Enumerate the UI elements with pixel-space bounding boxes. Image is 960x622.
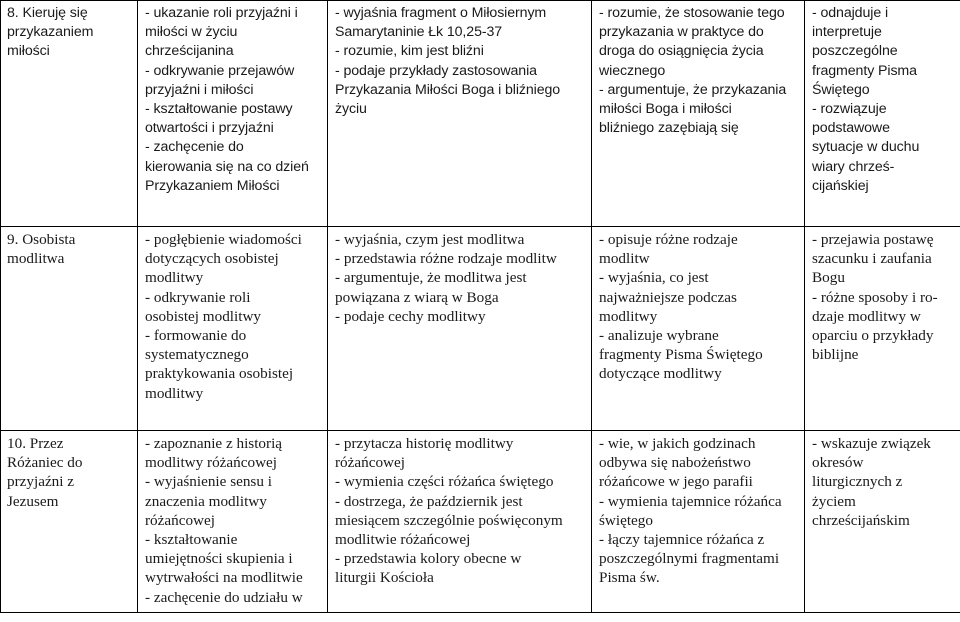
text-line: modlitwie różańcowej — [335, 531, 471, 549]
content-cell — [138, 1, 328, 227]
text-line: - dostrzega, że październik jest — [335, 492, 523, 510]
text-line: - przytacza historię modlitwy — [335, 435, 514, 452]
text-line: - argumentuje, że modlitwa jest — [335, 269, 527, 287]
text-line: - wyjaśnia, co jest — [599, 269, 709, 287]
text-line: 8. Kieruję się — [7, 5, 88, 21]
text-line: Pisma św. — [599, 569, 660, 587]
text-line: Przykazaniem Miłości — [145, 177, 280, 194]
text-line: modlitwy różańcowej — [145, 454, 278, 472]
extended-requirements-cell — [592, 1, 805, 227]
text-line: sytuacje w duchu — [812, 139, 920, 156]
text-line: przykazaniem — [7, 24, 94, 41]
text-line: - wskazuje związek — [812, 435, 931, 452]
text-line: cijańskiej — [812, 177, 869, 194]
text-line: - podaje przykłady zastosowania — [335, 62, 537, 79]
topic-cell — [1, 1, 138, 227]
text-line: życiem — [812, 492, 856, 510]
text-line: chrześcijańskim — [812, 511, 910, 529]
attitudes-cell — [805, 1, 960, 227]
table-row-9 — [1, 227, 960, 431]
text-line: systematycznego — [145, 346, 249, 364]
text-line: - opisuje różne rodzaje — [599, 231, 738, 248]
text-line: Jezusem — [7, 492, 59, 510]
text-line: - zachęcenie do udziału w — [145, 588, 303, 606]
text-line: - wyjaśnienie sensu i — [145, 473, 272, 491]
text-line: - przejawia postawę — [812, 231, 934, 248]
text-line: przyjaźni i miłości — [145, 81, 254, 98]
text-line: - podaje cechy modlitwy — [335, 307, 486, 325]
content-cell — [138, 431, 328, 613]
text-line: - ukazanie roli przyjaźni i — [145, 5, 298, 21]
text-line: miłości Boga i miłości — [599, 101, 732, 118]
text-line: dotyczących osobistej — [145, 250, 279, 268]
text-line: biblijne — [812, 346, 859, 364]
text-line: miłości — [7, 43, 50, 60]
text-line: dotyczące modlitwy — [599, 365, 722, 383]
text-line: 10. Przez — [7, 435, 64, 452]
basic-requirements-cell — [328, 1, 592, 227]
text-line: interpretuje — [812, 24, 882, 41]
text-line: Bogu — [812, 269, 845, 287]
text-line: miesiącem szczególnie poświęconym — [335, 511, 563, 529]
text-line: - wyjaśnia fragment o Miłosiernym — [335, 5, 547, 21]
text-line: Różaniec do — [7, 454, 83, 472]
text-line: dzaje modlitwy w — [812, 307, 921, 325]
table-row-10 — [1, 431, 960, 613]
attitudes-cell — [805, 227, 960, 431]
text-line: Przykazania Miłości Boga i bliźniego — [335, 81, 561, 98]
text-line: - zachęcenie do — [145, 139, 244, 156]
text-line: Samarytaninie Łk 10,25-37 — [335, 24, 503, 41]
text-line: praktykowania osobistej — [145, 365, 294, 383]
text-line: okresów — [812, 454, 864, 472]
text-line: fragmenty Pisma — [812, 62, 917, 79]
text-line: - wyjaśnia, czym jest modlitwa — [335, 231, 525, 248]
text-line: liturgicznych z — [812, 473, 903, 491]
text-line: miłości w życiu — [145, 24, 238, 41]
text-line: wytrwałości na modlitwie — [145, 569, 303, 587]
text-line: - zapoznanie z historią — [145, 435, 283, 452]
text-line: wiary chrześ- — [812, 158, 895, 175]
basic-requirements-cell — [328, 431, 592, 613]
text-line: - różne sposoby i ro- — [812, 288, 938, 306]
text-line: najważniejsze podczas — [599, 288, 737, 306]
extended-requirements-cell — [592, 227, 805, 431]
extended-requirements-cell — [592, 431, 805, 613]
text-line: modlitwy — [145, 384, 204, 402]
text-line: kierowania się na co dzień — [145, 158, 309, 175]
text-line: wiecznego — [599, 62, 666, 79]
text-line: - formowanie do — [145, 327, 247, 345]
text-line: różańcowej — [145, 511, 215, 529]
text-line: modlitwa — [7, 250, 65, 268]
text-line: bliźniego zazębiają się — [599, 120, 739, 137]
text-line: modlitw — [599, 250, 650, 268]
text-line: - analizuje wybrane — [599, 327, 719, 345]
text-line: - rozwiązuje — [812, 101, 887, 118]
text-line: poszczególnymi fragmentami — [599, 550, 780, 568]
text-line: znaczenia modlitwy — [145, 492, 267, 510]
basic-requirements-cell — [328, 227, 592, 431]
text-line: liturgii Kościoła — [335, 569, 434, 587]
text-line: - argumentuje, że przykazania — [599, 81, 787, 98]
text-line: oparciu o przykłady — [812, 327, 934, 345]
text-line: powiązana z wiarą w Boga — [335, 288, 499, 306]
text-line: przykazania w praktyce do — [599, 24, 764, 41]
text-line: droga do osiągnięcia życia — [599, 43, 764, 60]
text-line: - pogłębienie wiadomości — [145, 231, 302, 248]
text-line: otwartości i przyjaźni — [145, 120, 274, 137]
text-line: poszczególne — [812, 43, 898, 60]
text-line: - rozumie, kim jest bliźni — [335, 43, 484, 60]
content-cell — [138, 227, 328, 431]
topic-cell — [1, 227, 138, 431]
attitudes-cell — [805, 431, 960, 613]
text-line: umiejętności skupienia i — [145, 550, 293, 568]
text-line: - rozumie, że stosowanie tego — [599, 5, 785, 21]
text-line: - wymienia tajemnice różańca — [599, 492, 782, 510]
text-line: szacunku i zaufania — [812, 250, 932, 268]
text-line: 9. Osobista — [7, 231, 76, 248]
text-line: życiu — [335, 101, 367, 118]
text-line: modlitwy — [145, 269, 204, 287]
text-line: podstawowe — [812, 120, 890, 137]
text-line: - kształtowanie postawy — [145, 101, 293, 118]
text-line: - przedstawia różne rodzaje modlitw — [335, 250, 557, 268]
text-line: - odkrywanie roli — [145, 288, 251, 306]
text-line: - wie, w jakich godzinach — [599, 435, 756, 452]
text-line: przyjaźni z — [7, 473, 75, 491]
text-line: osobistej modlitwy — [145, 307, 262, 325]
text-line: odbywa się nabożeństwo — [599, 454, 751, 472]
topic-cell — [1, 431, 138, 613]
text-line: świętego — [599, 511, 653, 529]
text-line: różańcowe w jego parafii — [599, 473, 753, 491]
text-line: modlitwy — [599, 307, 658, 325]
text-line: Świętego — [812, 81, 870, 98]
text-line: różańcowej — [335, 454, 405, 472]
text-line: chrześcijanina — [145, 43, 234, 60]
text-line: - wymienia części różańca świętego — [335, 473, 554, 491]
text-line: - przedstawia kolory obecne w — [335, 550, 522, 568]
table-row-8 — [1, 1, 960, 227]
text-line: - odnajduje i — [812, 5, 888, 21]
text-line: fragmenty Pisma Świętego — [599, 346, 763, 364]
text-line: - odkrywanie przejawów — [145, 62, 295, 79]
text-line: - kształtowanie — [145, 531, 238, 549]
text-line: - łączy tajemnice różańca z — [599, 531, 765, 549]
